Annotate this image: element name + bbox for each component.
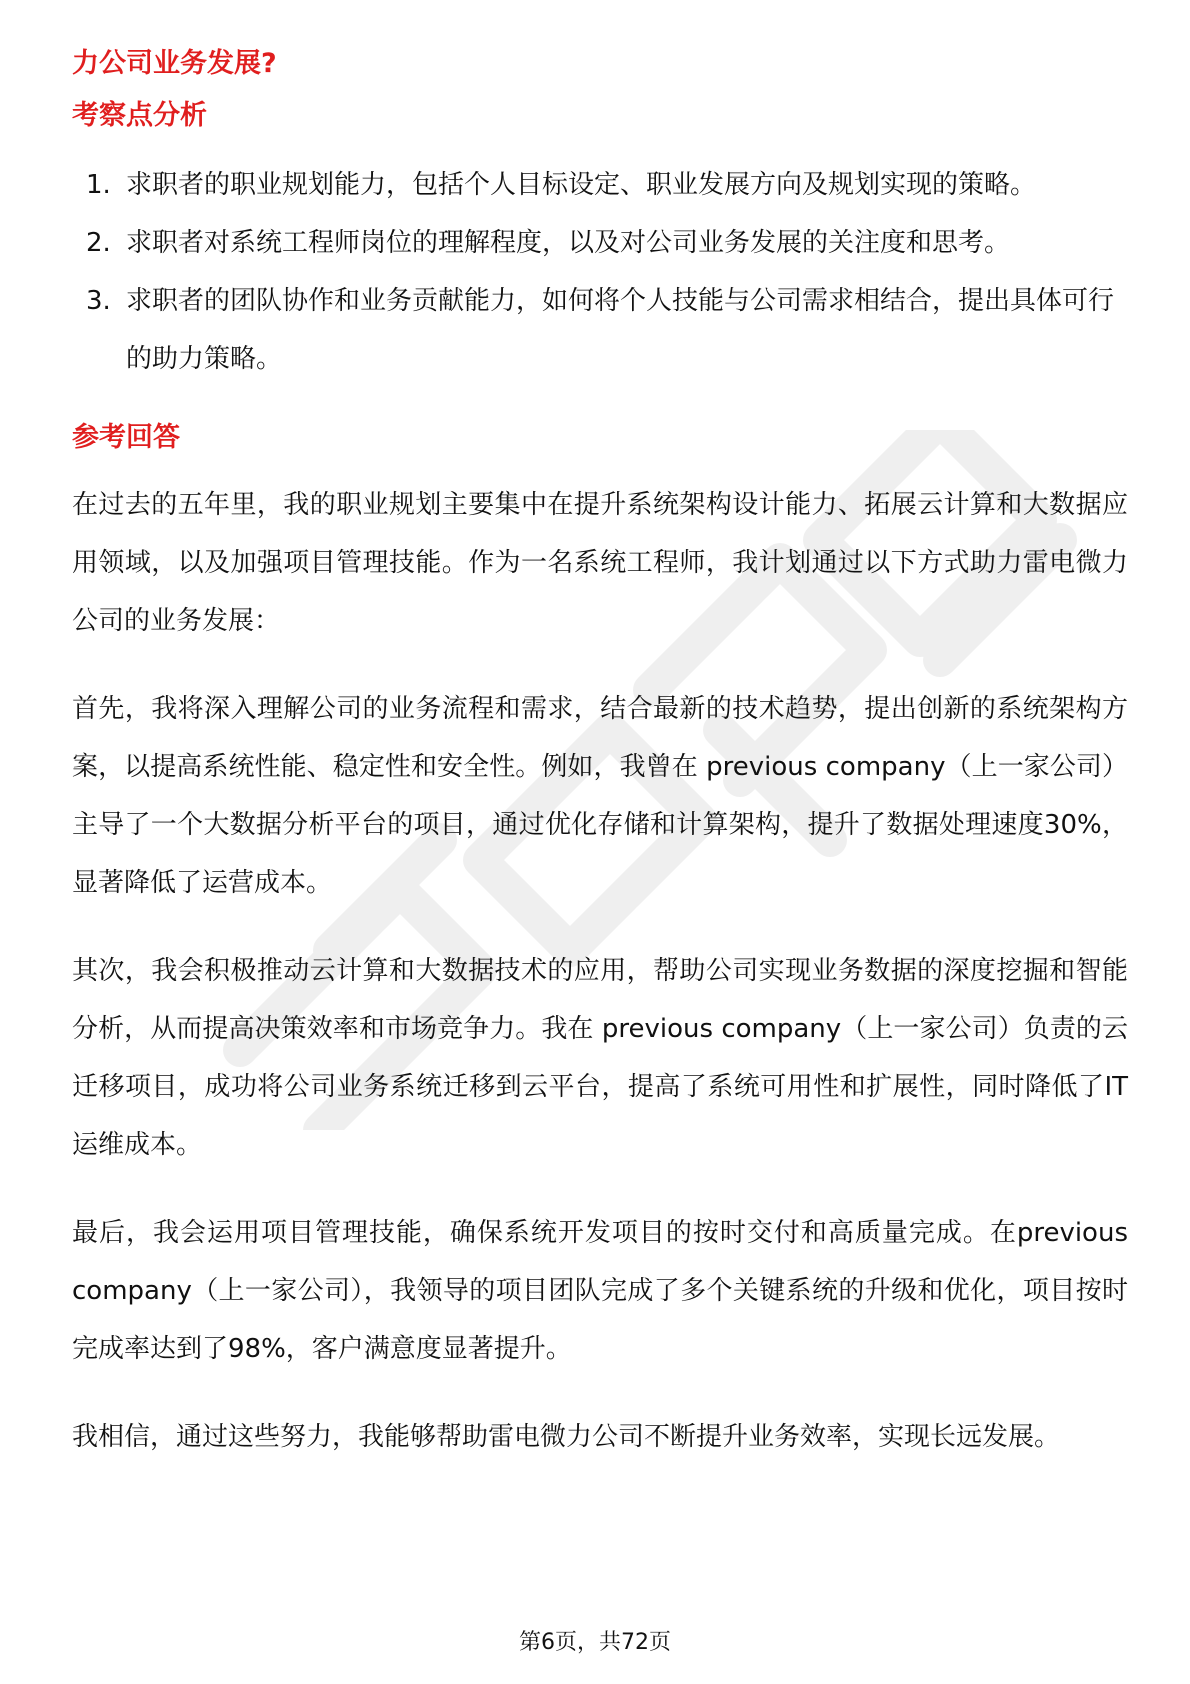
document-content	[72, 44, 1128, 1496]
list-item-number: 1.	[86, 170, 111, 200]
analysis-point-list	[72, 156, 1128, 388]
answer-paragraph: 在过去的五年里，我的职业规划主要集中在提升系统架构设计能力、拓展云计算和大数据应用领域，以及加强项目管理技能。作为一名系统工程师，我计划通过以下方式助力雷电微力公司的业务发展：	[72, 490, 1128, 636]
list-item	[72, 214, 1128, 272]
list-item-text: 求职者对系统工程师岗位的理解程度，以及对公司业务发展的关注度和思考。	[126, 228, 1011, 258]
answer-paragraph: 我相信，通过这些努力，我能够帮助雷电微力公司不断提升业务效率，实现长远发展。	[72, 1422, 1061, 1452]
question-title: 力公司业务发展?	[72, 48, 277, 79]
answer-paragraph: 其次，我会积极推动云计算和大数据技术的应用，帮助公司实现业务数据的深度挖掘和智能分析，从而提高决策效率和市场竞争力。我在 previous company（上一家公司）负责的云迁移项目，成功将公司业务系统迁移到云平台，提高了系统可用性和扩展性，同时降低了IT运维成本。	[72, 956, 1128, 1160]
list-item-text: 求职者的职业规划能力，包括个人目标设定、职业发展方向及规划实现的策略。	[126, 170, 1037, 200]
analysis-heading: 考察点分析	[72, 100, 207, 131]
list-item-number: 2.	[86, 228, 111, 258]
answer-heading: 参考回答	[72, 422, 180, 453]
list-item-text: 求职者的团队协作和业务贡献能力，如何将个人技能与公司需求相结合，提出具体可行的助力策略。	[126, 286, 1115, 374]
answer-paragraph: 最后，我会运用项目管理技能，确保系统开发项目的按时交付和高质量完成。在previous company（上一家公司），我领导的项目团队完成了多个关键系统的升级和优化，项目按时完成率达到了98%，客户满意度显著提升。	[72, 1218, 1128, 1364]
list-item	[72, 156, 1128, 214]
list-item-number: 3.	[86, 286, 111, 316]
answer-paragraph: 首先，我将深入理解公司的业务流程和需求，结合最新的技术趋势，提出创新的系统架构方案，以提高系统性能、稳定性和安全性。例如，我曾在 previous company（上一家公司）主导了一个大数据分析平台的项目，通过优化存储和计算架构，提升了数据处理速度30%，显著降低了运营成本。	[72, 694, 1128, 898]
list-item	[72, 272, 1128, 388]
page-number-footer: 第6页，共72页	[519, 1630, 671, 1655]
